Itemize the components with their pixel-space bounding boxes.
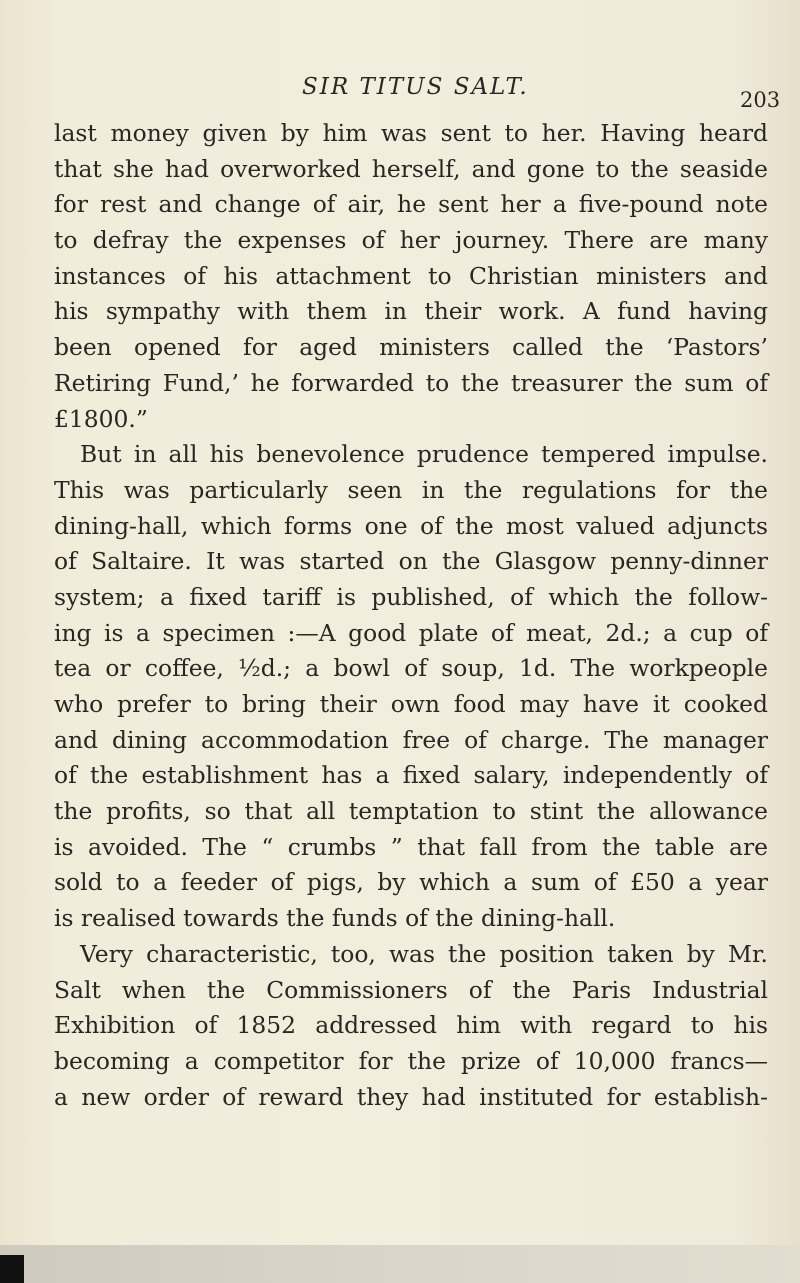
- text-line: £1800.”: [54, 404, 148, 433]
- paragraph-start: Very characteristic, too, was the position taken by Mr.: [80, 939, 768, 968]
- text-line: the profits, so that all temptation to stint the allowance: [54, 797, 768, 826]
- text-line: instances of his attachment to Christian ministers and: [54, 261, 768, 290]
- page-edge-shadow: [0, 1245, 800, 1283]
- scan-corner-mark: [0, 1255, 24, 1283]
- text-line: been opened for aged ministers called the ‘Pastors’: [54, 333, 768, 362]
- text-line: becoming a competitor for the prize of 10,000 francs—: [54, 1046, 768, 1075]
- text-line: Salt when the Commissioners of the Paris Industrial: [54, 975, 768, 1004]
- text-line: to defray the expenses of her journey. There are many: [54, 226, 768, 255]
- text-line: ing is a specimen :—A good plate of meat, 2d.; a cup of: [54, 618, 768, 647]
- text-line: and dining accommodation free of charge. The manager: [54, 725, 768, 754]
- text-line: last money given by him was sent to her. Having heard: [54, 119, 768, 147]
- text-line: a new order of reward they had instituted for establish-: [54, 1082, 768, 1111]
- paragraph-start: But in all his benevolence prudence tempered impulse.: [80, 440, 768, 469]
- text-line: is avoided. The “ crumbs ” that fall from the table are: [54, 832, 768, 861]
- text-line: system; a fixed tariff is published, of which the follow-: [54, 582, 768, 611]
- text-line: Retiring Fund,’ he forwarded to the treasurer the sum of: [54, 368, 768, 397]
- text-line: of Saltaire. It was started on the Glasgow penny-dinner: [54, 547, 768, 576]
- text-line: dining-hall, which forms one of the most valued adjuncts: [54, 511, 768, 540]
- running-title: SIR TITUS SALT.: [302, 74, 529, 100]
- text-line: Exhibition of 1852 addressed him with regard to his: [54, 1011, 768, 1040]
- text-line: sold to a feeder of pigs, by which a sum of £50 a year: [54, 868, 768, 897]
- text-line: for rest and change of air, he sent her a five-pound note: [54, 190, 768, 219]
- text-line: who prefer to bring their own food may have it cooked: [54, 690, 768, 718]
- text-line: This was particularly seen in the regulations for the: [54, 475, 768, 504]
- text-line: of the establishment has a fixed salary, independently of: [54, 761, 768, 790]
- text-line: is realised towards the funds of the dining-hall.: [54, 904, 616, 933]
- page-number: 203: [740, 88, 781, 112]
- body-text: [54, 116, 768, 1115]
- text-line: his sympathy with them in their work. A fund having: [54, 297, 768, 326]
- text-line: that she had overworked herself, and gone to the seaside: [54, 154, 768, 183]
- text-line: tea or coffee, ½d.; a bowl of soup, 1d. The workpeople: [54, 654, 768, 683]
